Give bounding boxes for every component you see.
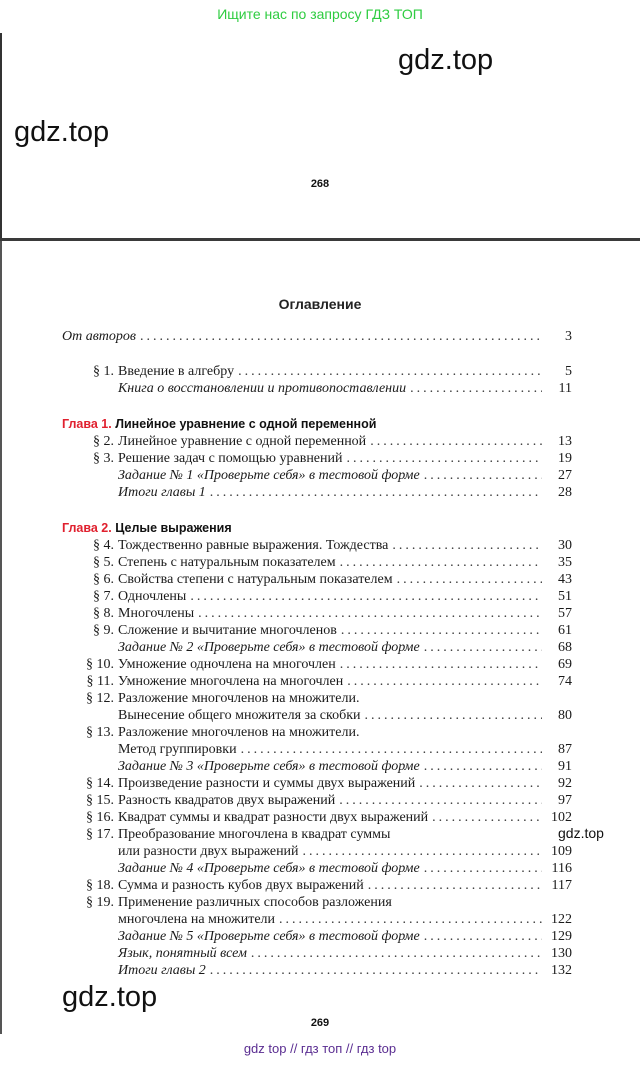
entry-page: 61 [558,623,572,638]
toc-entry[interactable] [62,724,572,741]
entry-page: 132 [551,963,572,978]
toc-entry[interactable] [62,537,572,554]
toc-entry[interactable] [62,894,572,911]
leader-dots [251,945,542,962]
entry-title: Книга о восстановлении и противопоставлении [118,381,407,396]
entry-title: Итоги главы 2 [118,963,206,978]
toc-entry[interactable] [62,571,572,588]
toc-entry[interactable] [62,622,572,639]
chapter-heading[interactable] [62,519,572,537]
section-number: § 19. [86,895,114,910]
entry-title: Сумма и разность кубов двух выражений [118,878,364,893]
toc-entry-continuation[interactable] [62,707,572,724]
leader-dots [198,605,542,622]
section-number: § 11. [86,674,114,689]
leader-dots [210,484,542,501]
entry-title: Квадрат суммы и квадрат разности двух выражений [118,810,429,825]
entry-page: 130 [551,946,572,961]
leader-dots [392,537,542,554]
section-number: § 5. [93,555,114,570]
entry-title: Задание № 2 «Проверьте себя» в тестовой форме [118,640,420,655]
entry-title: Решение задач с помощью уравнений [118,451,343,466]
toc-entry[interactable] [62,945,572,962]
entry-title: Преобразование многочлена в квадрат суммы [118,827,391,842]
entry-title: Разложение многочленов на множители. [118,691,360,706]
leader-dots [241,741,542,758]
chapter-label: Глава 1. [62,417,112,431]
entry-title: Разность квадратов двух выражений [118,793,336,808]
entry-page: 92 [558,776,572,791]
toc-entry[interactable] [62,433,572,450]
section-number: § 3. [93,451,114,466]
entry-title: многочлена на множители [118,912,276,927]
leader-dots [340,656,542,673]
entry-page: 97 [558,793,572,808]
leader-dots [424,639,542,656]
entry-title: Многочлены [118,606,195,621]
leader-dots [424,467,542,484]
toc-entry[interactable] [62,877,572,894]
leader-dots [210,962,542,979]
section-number: § 2. [93,434,114,449]
entry-title: Степень с натуральным показателем [118,555,336,570]
toc-entry[interactable] [62,363,572,380]
leader-dots [419,775,542,792]
entry-page: 87 [558,742,572,757]
toc-entry[interactable] [62,639,572,656]
entry-page: 19 [558,451,572,466]
section-number: § 1. [93,364,114,379]
entry-title: Задание № 5 «Проверьте себя» в тестовой форме [118,929,420,944]
leader-dots [190,588,542,605]
entry-title: Применение различных способов разложения [118,895,392,910]
leader-dots [432,809,542,826]
toc-entry[interactable] [62,588,572,605]
section-number: § 4. [93,538,114,553]
leader-dots [424,758,542,775]
entry-page: 28 [558,485,572,500]
section-number: § 9. [93,623,114,638]
entry-title: Разложение многочленов на множители. [118,725,360,740]
section-number: § 12. [86,691,114,706]
leader-dots [279,911,542,928]
leader-dots [347,673,542,690]
entry-title: Итоги главы 1 [118,485,206,500]
toc-entry[interactable] [62,792,572,809]
toc-entry[interactable] [62,758,572,775]
entry-page: 69 [558,657,572,672]
entry-title: Одночлены [118,589,187,604]
previous-page-number: 268 [310,178,330,190]
watermark: gdz.top [14,116,110,148]
leader-dots [339,792,542,809]
toc-title: Оглавление [278,296,362,312]
leader-dots [347,450,543,467]
chapter-label: Глава 2. [62,521,112,535]
page-number: 269 [310,1017,330,1029]
entry-title: Введение в алгебру [118,364,235,379]
leader-dots [340,554,542,571]
toc-entry[interactable] [62,380,572,397]
toc-entry[interactable] [62,962,572,979]
leader-dots [370,433,542,450]
toc-entry[interactable] [62,826,572,843]
toc-entry[interactable] [62,673,572,690]
toc-entry[interactable] [62,809,572,826]
entry-page: 74 [558,674,572,689]
leader-dots [397,571,542,588]
entry-title: Тождественно равные выражения. Тождества [118,538,389,553]
toc-entry[interactable] [62,605,572,622]
section-number: § 18. [86,878,114,893]
entry-page: 122 [551,912,572,927]
entry-page: 68 [558,640,572,655]
section-number: § 14. [86,776,114,791]
entry-page: 30 [558,538,572,553]
entry-title: Свойства степени с натуральным показателем [118,572,393,587]
leader-dots [368,877,542,894]
leader-dots [424,928,542,945]
section-number: § 16. [86,810,114,825]
entry-title: Умножение многочлена на многочлен [118,674,344,689]
section-number: § 8. [93,606,114,621]
toc-entry-continuation[interactable] [62,741,572,758]
section-number: § 10. [86,657,114,672]
toc-entry[interactable] [62,467,572,484]
entry-title: Произведение разности и суммы двух выражений [118,776,416,791]
entry-page: 51 [558,589,572,604]
entry-page: 91 [558,759,572,774]
entry-title: Умножение одночлена на многочлен [118,657,336,672]
chapter-heading[interactable] [62,415,572,433]
leader-dots [365,707,543,724]
search-banner[interactable]: Ищите нас по запросу ГДЗ ТОП [217,6,423,22]
entry-page: 109 [551,844,572,859]
entry-title: или разности двух выражений [118,844,299,859]
entry-title: Задание № 3 «Проверьте себя» в тестовой форме [118,759,420,774]
leader-dots [424,860,542,877]
toc-entry[interactable] [62,775,572,792]
leader-dots [410,380,542,397]
toc-entry[interactable] [62,484,572,501]
entry-title: От авторов [62,329,136,344]
entry-title: Метод группировки [118,742,237,757]
table-of-contents [62,328,572,979]
watermark: gdz.top [398,44,494,76]
toc-entry-continuation[interactable] [62,911,572,928]
toc-entry-continuation[interactable] [62,843,572,860]
entry-title: Вынесение общего множителя за скобки [118,708,361,723]
entry-title: Задание № 4 «Проверьте себя» в тестовой форме [118,861,420,876]
entry-title: Сложение и вычитание многочленов [118,623,337,638]
entry-page: 129 [551,929,572,944]
entry-title: Линейное уравнение с одной переменной [118,434,367,449]
entry-page: 43 [558,572,572,587]
toc-entry[interactable] [62,328,572,345]
entry-title: Язык, понятный всем [118,946,247,961]
entry-title: Задание № 1 «Проверьте себя» в тестовой форме [118,468,420,483]
section-number: § 17. [86,827,114,842]
leader-dots [238,363,542,380]
leader-dots [140,328,542,345]
toc-entry[interactable] [62,656,572,673]
chapter-title: Линейное уравнение с одной переменной [115,417,377,431]
section-number: § 13. [86,725,114,740]
toc-entry[interactable] [62,928,572,945]
entry-page: 80 [558,708,572,723]
section-number: § 6. [93,572,114,587]
entry-page: 116 [551,861,572,876]
toc-entry[interactable] [62,860,572,877]
entry-page: 13 [558,434,572,449]
leader-dots [303,843,542,860]
entry-page: 5 [565,364,572,379]
entry-page: 35 [558,555,572,570]
leader-dots [341,622,542,639]
section-number: § 7. [93,589,114,604]
watermark: gdz.top [558,825,604,841]
entry-page: 3 [565,329,572,344]
entry-page: 57 [558,606,572,621]
chapter-title: Целые выражения [115,521,232,535]
toc-entry[interactable] [62,554,572,571]
entry-page: 117 [551,878,572,893]
toc-entry[interactable] [62,690,572,707]
entry-page: 11 [558,381,572,396]
section-number: § 15. [86,793,114,808]
toc-entry[interactable] [62,450,572,467]
entry-page: 27 [558,468,572,483]
entry-page: 102 [551,810,572,825]
watermark: gdz.top [62,981,158,1013]
footer-links[interactable]: gdz top // гдз топ // гдз top [243,1041,397,1056]
